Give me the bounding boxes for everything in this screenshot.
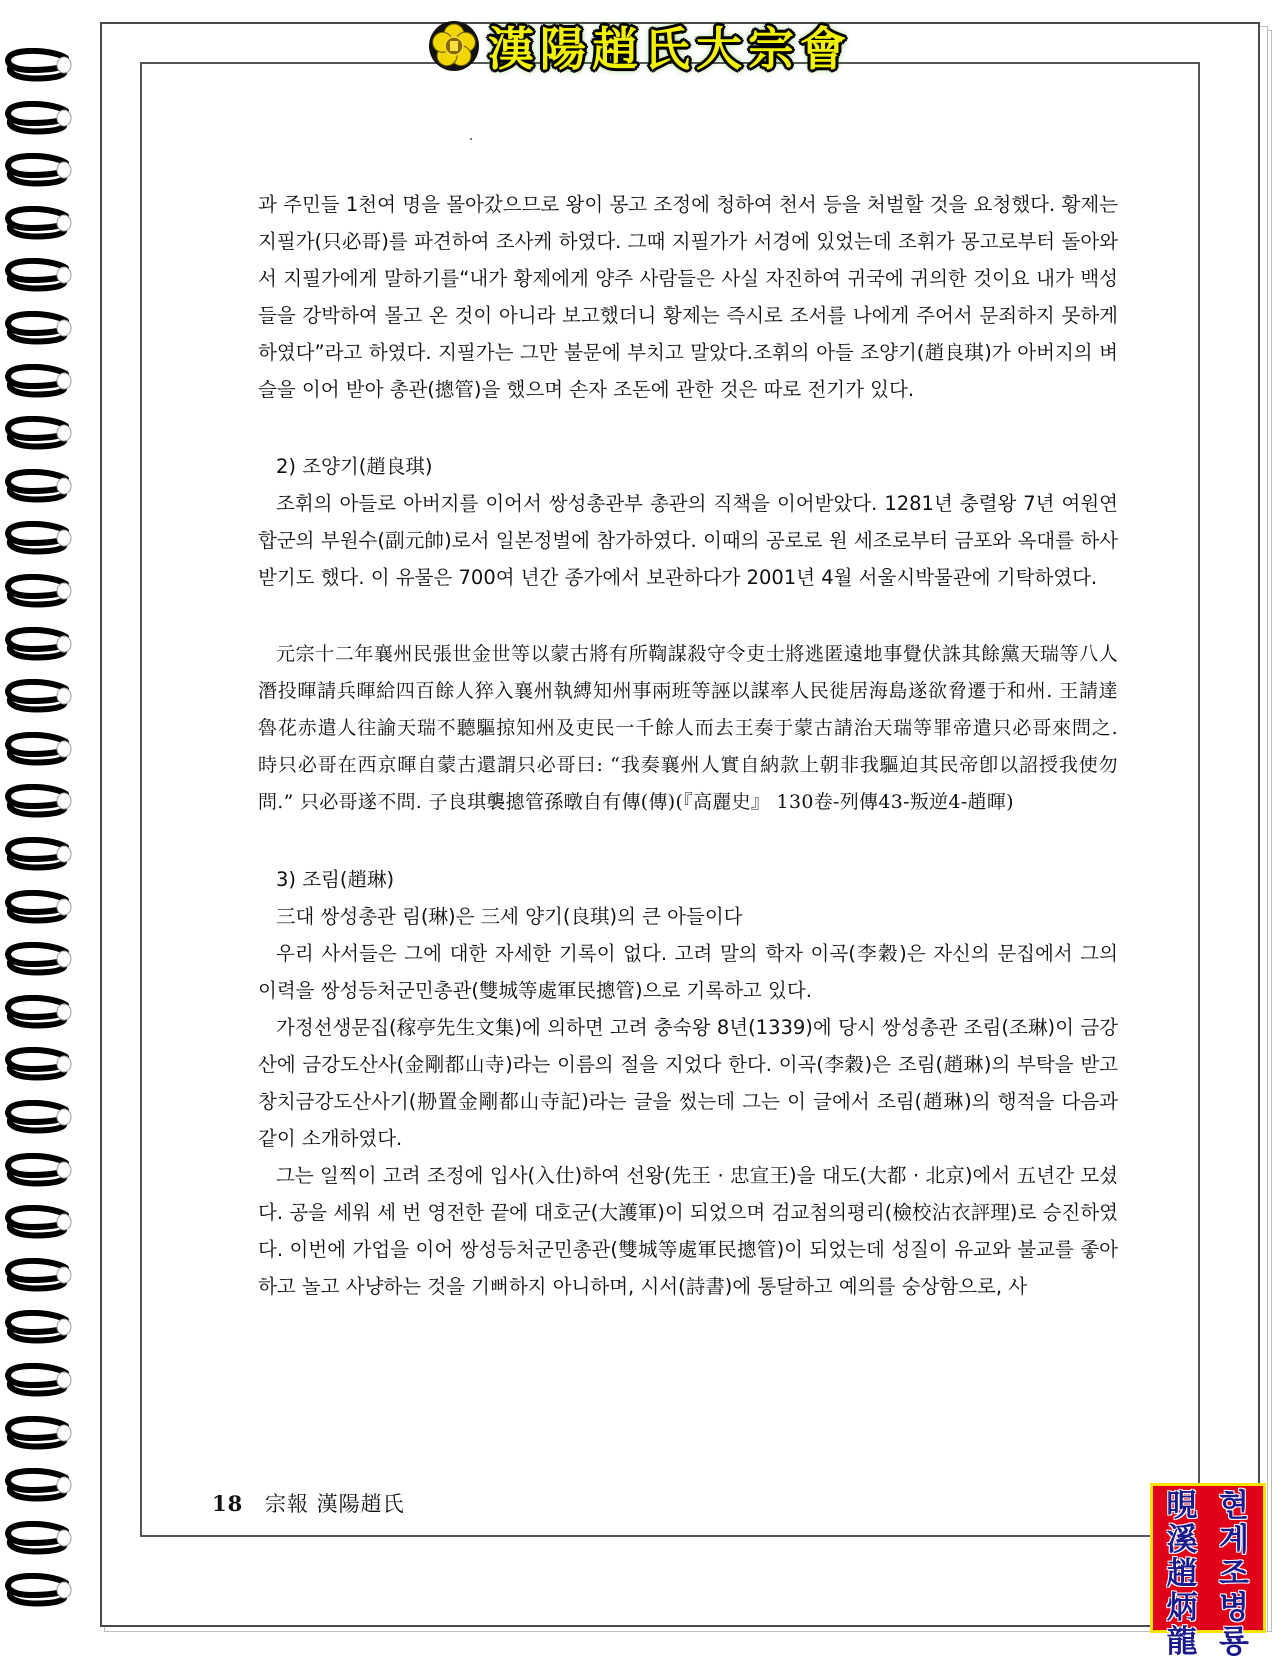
spiral-ring bbox=[4, 1468, 72, 1502]
publication-name: 宗報 bbox=[264, 1492, 309, 1516]
paragraph: 가정선생문집(稼亭先生文集)에 의하면 고려 충숙왕 8년(1339)에 당시 쌍성총관 조림(조琳)이 금강산에 금강도산사(金剛都山寺)라는 이름의 절을 지었다 한다. 이곡(李穀)은 조림(趙琳)의 부탁을 받고 창치금강도산사기(刱置金剛都山寺記)라는 글을 썼는데 그는 이 글에서 조림(趙琳)의 행적을 다음과 같이 소개하였다. bbox=[258, 1016, 1118, 1150]
page-title: 漢陽趙氏大宗會 bbox=[488, 22, 852, 76]
spiral-ring bbox=[4, 311, 72, 345]
seal-character: 晛 bbox=[1166, 1488, 1198, 1524]
spiral-ring bbox=[4, 1047, 72, 1081]
spiral-ring bbox=[4, 574, 72, 608]
seal-character: 炳 bbox=[1166, 1590, 1198, 1626]
stray-mark bbox=[470, 138, 472, 140]
spiral-ring bbox=[4, 101, 72, 135]
seal-character: 계 bbox=[1219, 1522, 1249, 1558]
spiral-ring bbox=[4, 1310, 72, 1344]
hanja-quote: 元宗十二年襄州民張世金世等以蒙古將有所鞫謀殺守令吏士將逃匿遠地事覺伏誅其餘黨天瑞等八人潛投暉請兵暉給四百餘人猝入襄州執縛知州事兩班等誣以謀率人民徙居海島遂欲脅遷于和州. 王請達魯花赤遣人往諭天瑞不聽驅掠知州及吏民一千餘人而去王奏于蒙古請治天瑞等罪帝遣只必哥來問之. 時只必哥在西京暉自蒙古還謂只必哥曰: “我奏襄州人實自納款上朝非我驅迫其民帝卽以詔授我使勿問.” 只必哥遂不問. 子良琪襲摠管孫暾自有傳(傳)(『高麗史』 130卷-列傳43-叛逆4-趙暉) bbox=[258, 643, 1118, 813]
paragraph: 그는 일찍이 고려 조정에 입사(入仕)하여 선왕(先王 · 忠宣王)을 대도(大都 · 北京)에서 五년간 모셨다. 공을 세워 세 번 영전한 끝에 대호군(大護軍)이 되었으며 검교첨의평리(檢校沾衣評理)로 승진하였다. 이번에 가업을 이어 쌍성등처군민총관(雙城等處軍民摠管)이 되었는데 성질이 유교와 불교를 좋아하고 놀고 사냥하는 것을 기뻐하지 아니하며, 시서(詩書)에 통달하고 예의를 숭상함으로, 사 bbox=[258, 1164, 1118, 1298]
spiral-ring bbox=[4, 995, 72, 1029]
spiral-ring bbox=[4, 521, 72, 555]
paragraph: 조휘의 아들로 아버지를 이어서 쌍성총관부 총관의 직책을 이어받았다. 1281년 충렬왕 7년 여원연합군의 부원수(副元帥)로서 일본정벌에 참가하였다. 이때의 공로로 원 세조로부터 금포와 옥대를 하사받기도 했다. 이 유물은 700여 년간 종가에서 보관하다가 2001년 4월 서울시박물관에 기탁하였다. bbox=[258, 492, 1118, 589]
header bbox=[0, 14, 1280, 78]
paragraph: 과 주민들 1천여 명을 몰아갔으므로 왕이 몽고 조정에 청하여 천서 등을 처벌할 것을 요청했다. 황제는 지필가(只必哥)를 파견하여 조사케 하였다. 그때 지필가가 서경에 있었는데 조휘가 몽고로부터 돌아와서 지필가에게 말하기를“내가 황제에게 양주 사람들은 사실 자진하여 귀국에 귀의한 것이요 내가 백성들을 강박하여 몰고 온 것이 아니라 보고했더니 황제는 즉시로 조서를 나에게 주어서 문죄하지 못하게 하였다”라고 하였다. 지필가는 그만 불문에 부치고 말았다.조휘의 아들 조양기(趙良琪)가 아버지의 벼슬을 이어 받아 총관(摠管)을 했으며 손자 조돈에 관한 것은 따로 전기가 있다. bbox=[258, 193, 1118, 401]
spiral-ring bbox=[4, 469, 72, 503]
spiral-ring bbox=[4, 416, 72, 450]
clan-name: 漢陽趙氏 bbox=[316, 1492, 405, 1516]
seal-character: 趙 bbox=[1166, 1556, 1198, 1592]
spiral-ring bbox=[4, 627, 72, 661]
seal-character: 병 bbox=[1219, 1590, 1249, 1626]
paragraph: 三대 쌍성총관 림(琳)은 三세 양기(良琪)의 큰 아들이다 bbox=[276, 905, 743, 928]
seal-character: 현 bbox=[1219, 1488, 1249, 1524]
spiral-ring bbox=[4, 1100, 72, 1134]
spiral-ring bbox=[4, 1153, 72, 1187]
seal-column-hanja bbox=[1157, 1488, 1207, 1660]
spiral-ring bbox=[4, 258, 72, 292]
seal-character: 룡 bbox=[1219, 1624, 1249, 1660]
spiral-ring bbox=[4, 784, 72, 818]
seal-character: 龍 bbox=[1166, 1624, 1198, 1660]
spiral-ring bbox=[4, 206, 72, 240]
seal-character: 溪 bbox=[1166, 1522, 1198, 1558]
spiral-ring bbox=[4, 1521, 72, 1555]
spiral-ring bbox=[4, 153, 72, 187]
section-heading: 3) 조림(趙琳) bbox=[276, 868, 395, 891]
spiral-ring bbox=[4, 1416, 72, 1450]
spiral-ring bbox=[4, 890, 72, 924]
paragraph: 우리 사서들은 그에 대한 자세한 기록이 없다. 고려 말의 학자 이곡(李穀)은 자신의 문집에서 그의 이력을 쌍성등처군민총관(雙城等處軍民摠管)으로 기록하고 있다. bbox=[258, 942, 1118, 1002]
spiral-ring bbox=[4, 1363, 72, 1397]
page-number: 18 bbox=[212, 1491, 244, 1516]
seal-character: 조 bbox=[1219, 1556, 1249, 1592]
spiral-binding bbox=[0, 48, 80, 1638]
page-footer bbox=[212, 1488, 405, 1518]
spiral-ring bbox=[4, 732, 72, 766]
section-heading: 2) 조양기(趙良琪) bbox=[276, 455, 433, 478]
spiral-ring bbox=[4, 837, 72, 871]
spiral-ring bbox=[4, 364, 72, 398]
seal-column-hangul bbox=[1209, 1488, 1259, 1660]
spiral-ring bbox=[4, 1258, 72, 1292]
spiral-ring bbox=[4, 942, 72, 976]
article-body bbox=[258, 186, 1118, 1305]
spiral-ring bbox=[4, 1573, 72, 1607]
spiral-ring bbox=[4, 1205, 72, 1239]
spiral-ring bbox=[4, 679, 72, 713]
name-seal bbox=[1150, 1483, 1266, 1660]
flower-emblem-icon bbox=[428, 20, 480, 72]
